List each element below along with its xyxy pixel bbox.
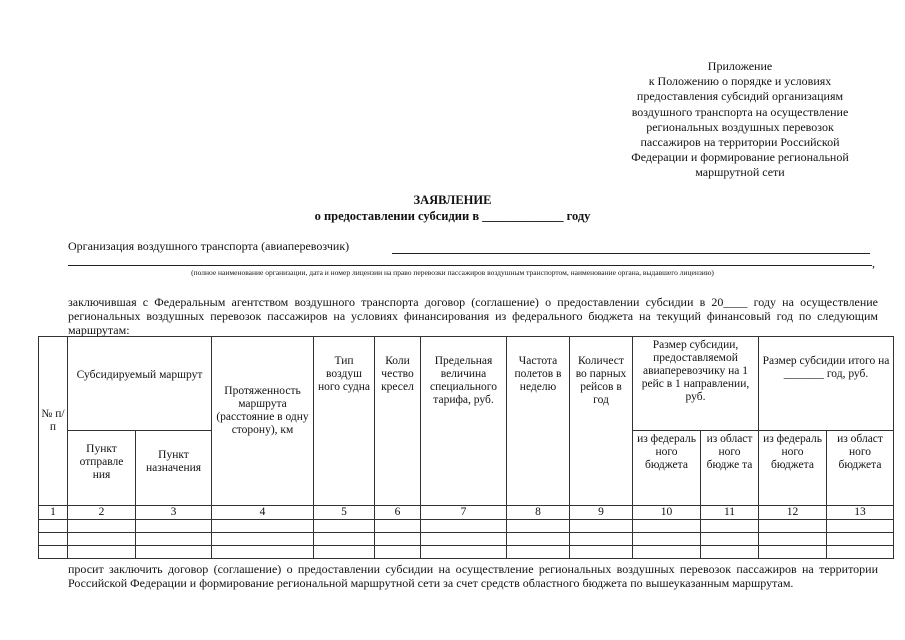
table-cell[interactable] xyxy=(507,546,570,559)
column-number: 11 xyxy=(701,506,759,520)
table-cell[interactable] xyxy=(421,546,507,559)
table-cell[interactable] xyxy=(314,520,375,533)
table-cell[interactable] xyxy=(39,520,68,533)
organization-field-hint: (полное наименование организации, дата и номер лицензии на право перевозки пассажиров воздушным транспортом, наименование органа, выдавшего лицензию) xyxy=(191,268,714,277)
table-cell[interactable] xyxy=(136,533,212,546)
column-number: 3 xyxy=(136,506,212,520)
column-number: 2 xyxy=(68,506,136,520)
appendix-line: Федерации и формирование региональной xyxy=(631,150,849,165)
table-cell[interactable] xyxy=(827,520,894,533)
table-cell[interactable] xyxy=(701,546,759,559)
table-cell[interactable] xyxy=(421,533,507,546)
table-cell[interactable] xyxy=(39,546,68,559)
column-number-row xyxy=(39,506,894,520)
col-header-regional-per-flight: из област ного бюдже та xyxy=(701,431,759,506)
col-header-flights-text: Количест во парных рейсов в год xyxy=(575,355,627,406)
table-cell[interactable] xyxy=(633,520,701,533)
table-cell[interactable] xyxy=(827,533,894,546)
table-cell[interactable] xyxy=(421,520,507,533)
table-cell[interactable] xyxy=(375,546,421,559)
appendix-line: пассажиров на территории Российской xyxy=(640,135,840,150)
table-cell[interactable] xyxy=(375,533,421,546)
table-row[interactable] xyxy=(39,520,894,533)
appendix-line: Приложение xyxy=(707,59,773,73)
col-header-regional-total: из област ного бюджета xyxy=(827,431,894,506)
table-cell[interactable] xyxy=(759,520,827,533)
appendix-line: маршрутной сети xyxy=(695,165,785,180)
col-header-subsidy-total-text: Размер субсидии итого на _______ год, руб. xyxy=(762,355,890,380)
col-header-number: № п/п xyxy=(39,337,68,506)
closing-paragraph: просит заключить договор (соглашение) о предоставлении субсидии на осуществление региональных воздушных перевозок пассажиров на территории Российской Федерации и формирование региональной маршрутной сети за счет средств областного бюджета по вышеуказанным маршрутам. xyxy=(68,562,878,590)
routes-table xyxy=(38,336,894,559)
col-header-tariff-text: Предельная величина специального тарифа, руб. xyxy=(430,355,497,406)
table-cell[interactable] xyxy=(570,546,633,559)
column-number: 5 xyxy=(314,506,375,520)
col-header-destination xyxy=(136,431,212,506)
document-subtitle: о предоставлении субсидии в _____________ году xyxy=(314,209,591,223)
table-cell[interactable] xyxy=(212,520,314,533)
table-row[interactable] xyxy=(39,533,894,546)
col-header-subsidy-per-flight xyxy=(633,337,759,431)
appendix-header xyxy=(590,59,890,181)
table-cell[interactable] xyxy=(759,546,827,559)
col-header-subsidy-total xyxy=(759,337,894,431)
col-header-departure-text: Пункт отправле ния xyxy=(79,443,124,481)
col-header-length-text: Протяженность маршрута (расстояние в одну сторону), км xyxy=(216,385,309,436)
appendix-line: воздушного транспорта на осуществление xyxy=(631,104,849,119)
table-cell[interactable] xyxy=(212,533,314,546)
table-cell[interactable] xyxy=(827,546,894,559)
table-cell[interactable] xyxy=(701,520,759,533)
col-header-route-text: Субсидируемый маршрут xyxy=(76,369,203,381)
appendix-line: предоставления субсидий организациям xyxy=(636,89,844,104)
table-cell[interactable] xyxy=(68,546,136,559)
col-header-seats-text: Коли чество кресел xyxy=(381,355,414,393)
col-header-aircraft-text: Тип воздуш ного судна xyxy=(317,355,371,393)
col-header-route xyxy=(68,337,212,431)
column-number: 4 xyxy=(212,506,314,520)
column-number: 7 xyxy=(421,506,507,520)
table-cell[interactable] xyxy=(68,520,136,533)
table-cell[interactable] xyxy=(507,533,570,546)
table-cell[interactable] xyxy=(507,520,570,533)
col-header-tariff xyxy=(421,337,507,506)
appendix-line: региональных воздушных перевозок xyxy=(646,119,834,134)
organization-comma: , xyxy=(872,256,875,270)
column-number: 13 xyxy=(827,506,894,520)
column-number: 10 xyxy=(633,506,701,520)
col-header-frequency-text: Частота полетов в неделю xyxy=(514,355,562,393)
col-header-flights xyxy=(570,337,633,506)
col-header-destination-text: Пункт назначения xyxy=(145,449,202,474)
column-number: 8 xyxy=(507,506,570,520)
table-cell[interactable] xyxy=(633,546,701,559)
organization-details-field[interactable] xyxy=(68,265,872,266)
col-header-frequency xyxy=(507,337,570,506)
column-number: 1 xyxy=(39,506,68,520)
column-number: 12 xyxy=(759,506,827,520)
document-title: ЗАЯВЛЕНИЕ xyxy=(413,193,492,207)
table-cell[interactable] xyxy=(759,533,827,546)
table-cell[interactable] xyxy=(39,533,68,546)
table-cell[interactable] xyxy=(136,520,212,533)
col-header-length xyxy=(212,337,314,506)
intro-paragraph: заключившая с Федеральным агентством воздушного транспорта договор (соглашение) о предоставлении субсидии в 20____ году на осуществление региональных воздушных перевозок пассажиров на условиях финансирования из федерального бюджета на текущий финансовый год по следующим маршрутам: xyxy=(68,295,878,337)
table-cell[interactable] xyxy=(570,520,633,533)
column-number: 9 xyxy=(570,506,633,520)
appendix-line: к Положению о порядке и условиях xyxy=(648,74,832,89)
table-cell[interactable] xyxy=(314,546,375,559)
table-cell[interactable] xyxy=(212,546,314,559)
column-number: 6 xyxy=(375,506,421,520)
col-header-aircraft xyxy=(314,337,375,506)
table-cell[interactable] xyxy=(375,520,421,533)
organization-name-field[interactable] xyxy=(392,253,870,254)
table-cell[interactable] xyxy=(314,533,375,546)
col-header-seats xyxy=(375,337,421,506)
col-header-departure xyxy=(68,431,136,506)
col-header-federal-total: из федераль ного бюджета xyxy=(759,431,827,506)
organization-label: Организация воздушного транспорта (авиаперевозчик) xyxy=(68,239,350,253)
table-cell[interactable] xyxy=(633,533,701,546)
table-cell[interactable] xyxy=(570,533,633,546)
col-header-federal-per-flight: из федераль ного бюджета xyxy=(633,431,701,506)
table-row[interactable] xyxy=(39,546,894,559)
table-cell[interactable] xyxy=(136,546,212,559)
col-header-subsidy-per-flight-text: Размер субсидии, предоставляемой авиаперевозчику на 1 рейс в 1 направлении, руб. xyxy=(641,339,750,403)
table-cell[interactable] xyxy=(68,533,136,546)
table-cell[interactable] xyxy=(701,533,759,546)
